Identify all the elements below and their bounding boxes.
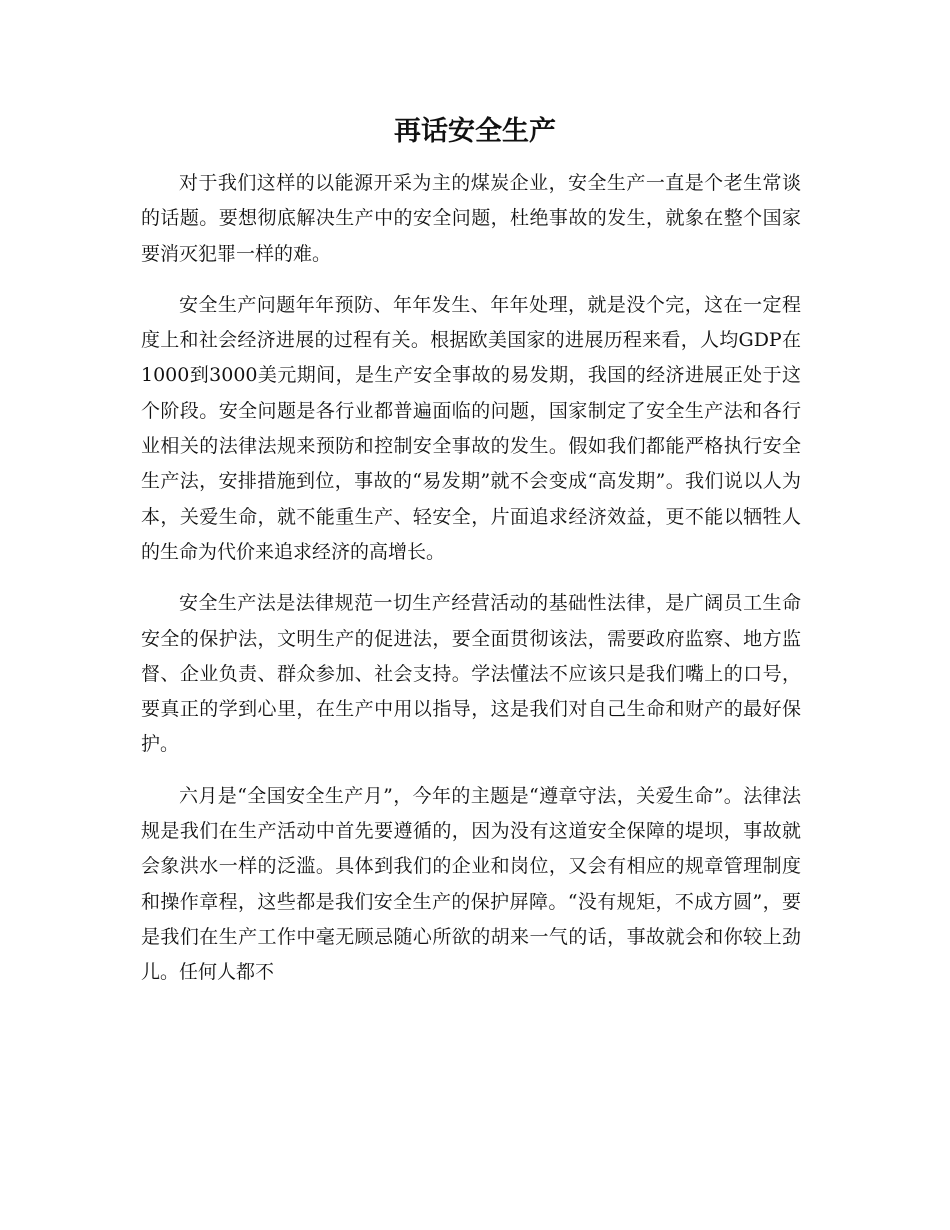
document-title: 再话安全生产 xyxy=(394,116,556,147)
paragraph-1: 对于我们这样的以能源开采为主的煤炭企业，安全生产一直是个老生常谈的话题。要想彻底解决生产中的安全问题，杜绝事故的发生，就象在整个国家要消灭犯罪一样的难。 xyxy=(141,172,801,265)
paragraph-4: 六月是“全国安全生产月”，今年的主题是“遵章守法，关爱生命”。法律法规是我们在生产活动中首先要遵循的，因为没有这道安全保障的堤坝，事故就会象洪水一样的泛滥。具体到我们的企业和岗位，又会有相应的规章管理制度和操作章程，这些都是我们安全生产的保护屏障。“没有规矩，不成方圆”，要是我们在生产工作中毫无顾忌随心所欲的胡来一气的话，事故就会和你较上劲儿。任何人都不 xyxy=(141,784,801,984)
paragraph-3: 安全生产法是法律规范一切生产经营活动的基础性法律，是广阔员工生命安全的保护法，文明生产的促进法，要全面贯彻该法，需要政府监察、地方监督、企业负责、群众参加、社会支持。学法懂法不应该只是我们嘴上的口号，要真正的学到心里，在生产中用以指导，这是我们对自己生命和财产的最好保护。 xyxy=(141,592,801,756)
document-body xyxy=(141,166,801,991)
paragraph-2: 安全生产问题年年预防、年年发生、年年处理，就是没个完，这在一定程度上和社会经济进展的过程有关。根据欧美国家的进展历程来看，人均GDP在1000到3000美元期间，是生产安全事故的易发期，我国的经济进展正处于这个阶段。安全问题是各行业都普遍面临的问题，国家制定了安全生产法和各行业相关的法律法规来预防和控制安全事故的发生。假如我们都能严格执行安全生产法，安排措施到位，事故的“易发期”就不会变成“高发期”。我们说以人为本，关爱生命，就不能重生产、轻安全，片面追求经济效益，更不能以牺牲人的生命为代价来追求经济的高增长。 xyxy=(141,293,801,563)
